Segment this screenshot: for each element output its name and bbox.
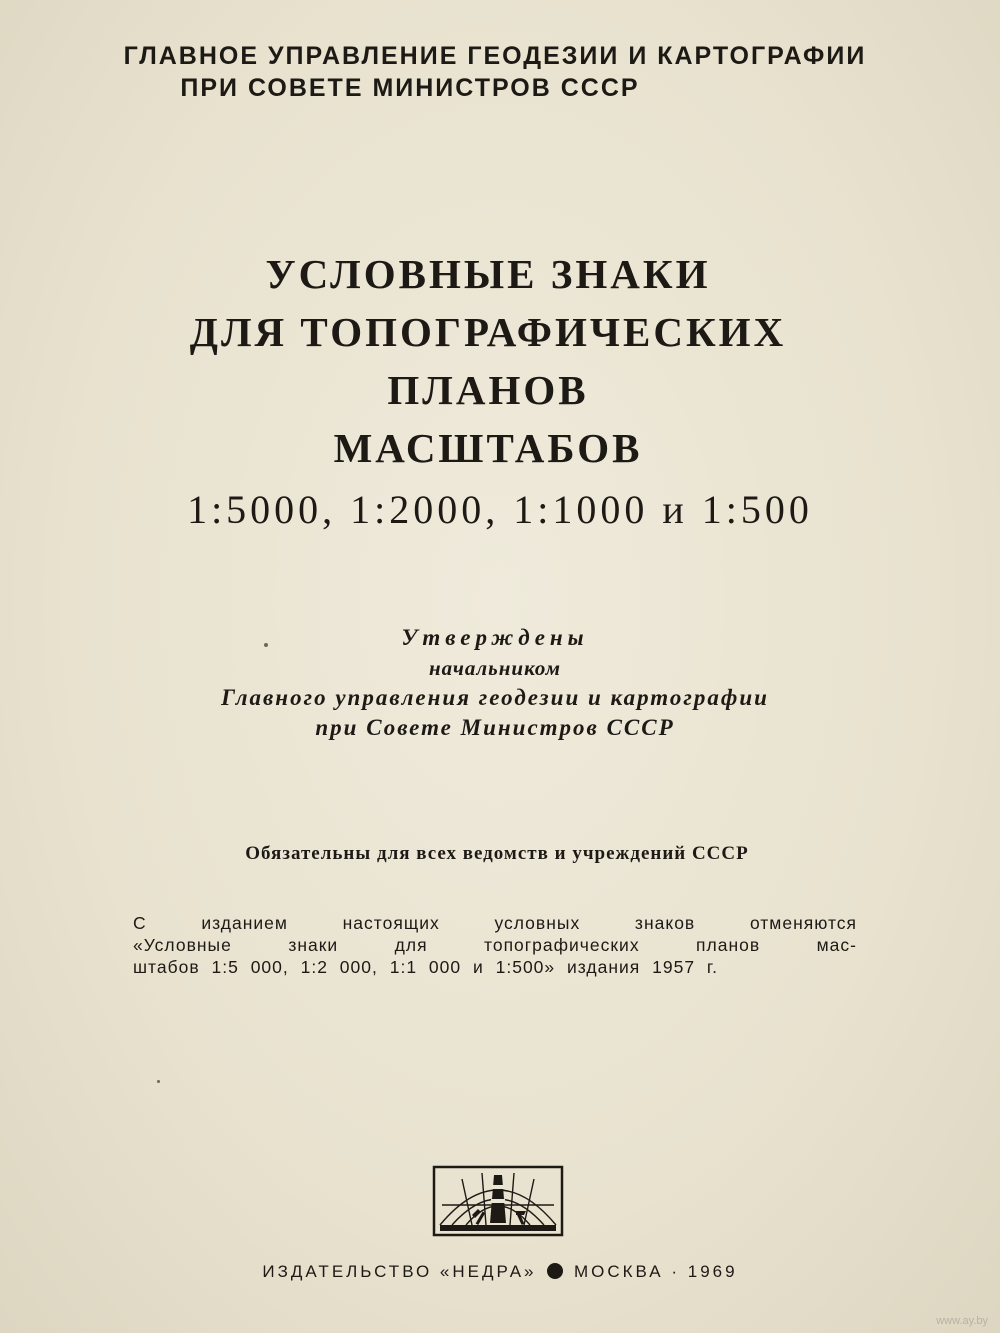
- note-line-1: С изданием настоящих условных знаков отменяются: [133, 913, 857, 933]
- note-line-2: «Условные знаки для топографических планов мас-: [133, 935, 857, 955]
- watermark: www.ay.by: [936, 1315, 988, 1327]
- title-line-3: ПЛАНОВ: [387, 367, 589, 413]
- approval-line-2: начальником: [428, 656, 562, 680]
- organization-header: [0, 40, 1000, 104]
- mandatory-text: Обязательны для всех ведомств и учреждений СССР: [245, 843, 749, 864]
- note-line-3: штабов 1:5 000, 1:2 000, 1:1 000 и 1:500» издания 1957 г.: [133, 957, 719, 977]
- publisher-city-year: МОСКВА · 1969: [573, 1262, 738, 1281]
- publisher-emblem-icon: [432, 1165, 564, 1237]
- publisher-imprint: [0, 1262, 1000, 1282]
- title-line-2: ДЛЯ ТОПОГРАФИЧЕСКИХ: [189, 309, 787, 355]
- publisher-name: ИЗДАТЕЛЬСТВО «НЕДРА»: [262, 1262, 537, 1281]
- paper-speck: [264, 643, 268, 647]
- approval-line-4: при Совете Министров СССР: [315, 715, 675, 740]
- approval-block: [0, 623, 1000, 743]
- organization-line-2: ПРИ СОВЕТЕ МИНИСТРОВ СССР: [180, 74, 640, 102]
- bullet-dot-icon: [547, 1263, 563, 1279]
- mandatory-notice: [0, 843, 1000, 865]
- organization-line-1: ГЛАВНОЕ УПРАВЛЕНИЕ ГЕОДЕЗИИ И КАРТОГРАФИИ: [123, 42, 867, 70]
- supersession-note: [133, 912, 857, 978]
- paper-speck: [157, 1080, 160, 1083]
- title-scales: 1:5000, 1:2000, 1:1000 и 1:500: [187, 487, 813, 532]
- document-title: [0, 245, 1000, 539]
- title-line-4: МАСШТАБОВ: [333, 425, 643, 471]
- approval-line-1: Утверждены: [401, 625, 589, 650]
- title-line-1: УСЛОВНЫЕ ЗНАКИ: [265, 251, 711, 297]
- approval-line-3: Главного управления геодезии и картографии: [221, 685, 769, 710]
